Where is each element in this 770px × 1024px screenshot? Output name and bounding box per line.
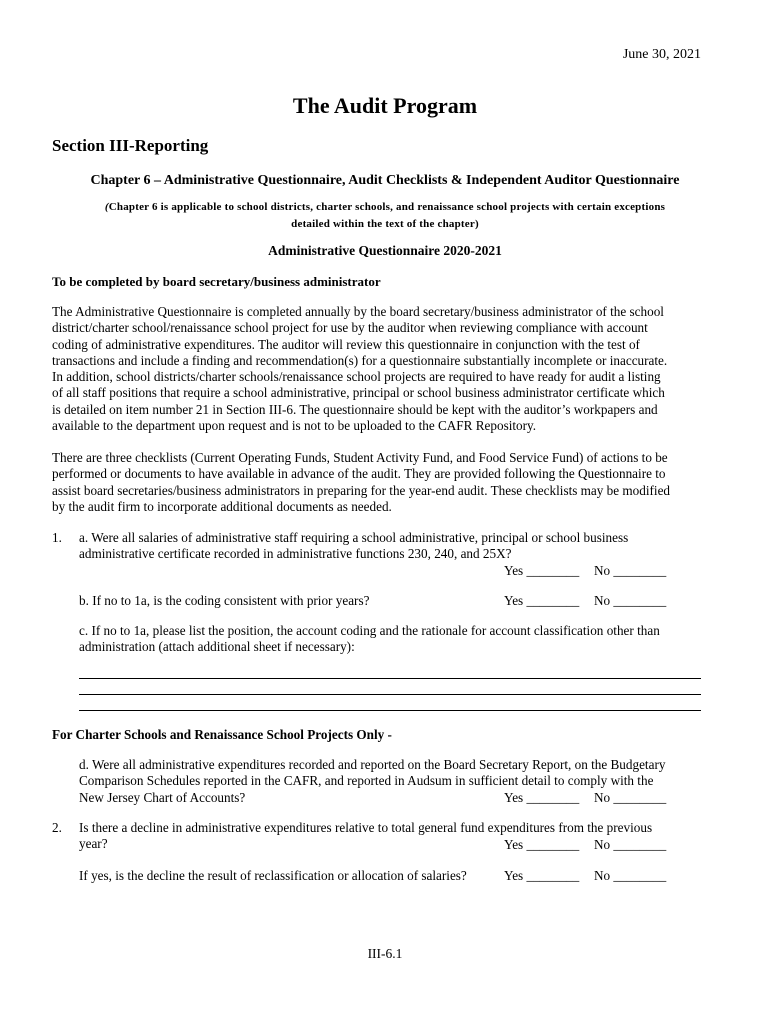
- paragraph-line: district/charter school/renaissance school project for use by the auditor when reviewing compliance with account: [52, 320, 648, 336]
- q1b-yes-field[interactable]: Yes ________: [504, 593, 580, 608]
- paragraph-line: transactions and include a finding and recommendation(s) for a questionnaire substantially incomplete or inaccurate.: [52, 352, 668, 368]
- question-line: year?: [79, 836, 108, 852]
- question-2-followup-text: If yes, is the decline the result of reclassification or allocation of salaries?: [79, 868, 467, 883]
- paragraph-line: coding of administrative expenditures. The auditor will review this questionnaire in conjunction with the test of: [52, 336, 640, 352]
- paragraph-line: There are three checklists (Current Operating Funds, Student Activity Fund, and Food Service Fund) of actions to be: [52, 450, 668, 465]
- paragraph-line: available to the department upon request and is not to be uploaded to the CAFR Repository.: [52, 418, 537, 434]
- chapter-note-line-1: [60, 199, 710, 216]
- q2-yes-field[interactable]: Yes ________: [504, 837, 580, 852]
- charter-schools-heading: For Charter Schools and Renaissance School Projects Only -: [52, 727, 392, 742]
- question-line: c. If no to 1a, please list the position, the account coding and the rationale for account classification other than: [79, 623, 660, 638]
- q2-followup-yes-field[interactable]: Yes ________: [504, 868, 580, 883]
- q2-no-field[interactable]: No ________: [594, 837, 667, 852]
- completed-by-line: To be completed by board secretary/business administrator: [52, 274, 381, 289]
- question-line: New Jersey Chart of Accounts?: [79, 789, 246, 805]
- question-line: Is there a decline in administrative expenditures relative to total general fund expenditures from the previous: [79, 820, 653, 835]
- question-line: Comparison Schedules reported in the CAFR, and reported in Audsum in sufficient detail to comply with the: [79, 773, 654, 789]
- paragraph-line: is detailed on item number 21 in Section III-6. The questionnaire should be kept with the auditor’s workpapers and: [52, 401, 658, 417]
- question-line: a. Were all salaries of administrative staff requiring a school administrative, principal or school business: [79, 530, 629, 545]
- chapter-note-line-1-text: Chapter 6 is applicable to school districts, charter schools, and renaissance school projects with certain exceptions: [108, 201, 666, 213]
- paragraph-line: of all staff positions that require a school administrative, principal or school business administrator certificate which: [52, 385, 665, 401]
- page-title: The Audit Program: [292, 93, 478, 118]
- section-heading: Section III-Reporting: [52, 136, 209, 155]
- question-line: d. Were all administrative expenditures recorded and reported on the Board Secretary Report, on the Budgetary: [79, 757, 666, 772]
- q1b-no-field[interactable]: No ________: [594, 593, 667, 608]
- question-1-number: 1.: [52, 530, 62, 545]
- question-line: administrative certificate recorded in administrative functions 230, 240, and 25X?: [79, 546, 512, 562]
- chapter-note-open-paren: (: [104, 201, 109, 213]
- intro-paragraph: [52, 304, 704, 434]
- q1a-no-field[interactable]: No ________: [594, 563, 667, 578]
- question-1b-text: b. If no to 1a, is the coding consistent with prior years?: [79, 593, 370, 608]
- questionnaire-title: Administrative Questionnaire 2020-2021: [268, 243, 502, 258]
- chapter-heading: Chapter 6 – Administrative Questionnaire, Audit Checklists & Independent Auditor Questionnaire: [90, 173, 680, 188]
- answer-line-2[interactable]: [79, 694, 701, 695]
- paragraph-line: The Administrative Questionnaire is completed annually by the board secretary/business administrator of the school: [52, 304, 664, 319]
- q1d-yes-field[interactable]: Yes ________: [504, 790, 580, 805]
- chapter-note: [60, 199, 710, 233]
- document-date: June 30, 2021: [622, 47, 701, 62]
- question-2-number: 2.: [52, 820, 62, 835]
- paragraph-line: by the audit firm to incorporate additional documents as needed.: [52, 498, 392, 514]
- question-line: administration (attach additional sheet if necessary):: [79, 639, 355, 655]
- checklists-paragraph: [52, 450, 704, 515]
- question-1c-text: [79, 623, 704, 656]
- paragraph-line: performed or documents to have available in advance of the audit. They are provided following the Questionnaire to: [52, 466, 666, 482]
- paragraph-line: In addition, school districts/charter schools/renaissance school projects are required to have ready for audit a listing: [52, 369, 661, 385]
- question-1a-text: [79, 530, 704, 563]
- answer-line-1[interactable]: [79, 678, 701, 679]
- chapter-note-line-2: detailed within the text of the chapter): [291, 218, 479, 230]
- paragraph-line: assist board secretaries/business administrators in preparing for the year-end audit. These checklists may be modified: [52, 482, 671, 498]
- q2-followup-no-field[interactable]: No ________: [594, 868, 667, 883]
- answer-line-3[interactable]: [79, 710, 701, 711]
- page-number: III-6.1: [367, 946, 403, 961]
- q1d-no-field[interactable]: No ________: [594, 790, 667, 805]
- q1a-yes-field[interactable]: Yes ________: [504, 563, 580, 578]
